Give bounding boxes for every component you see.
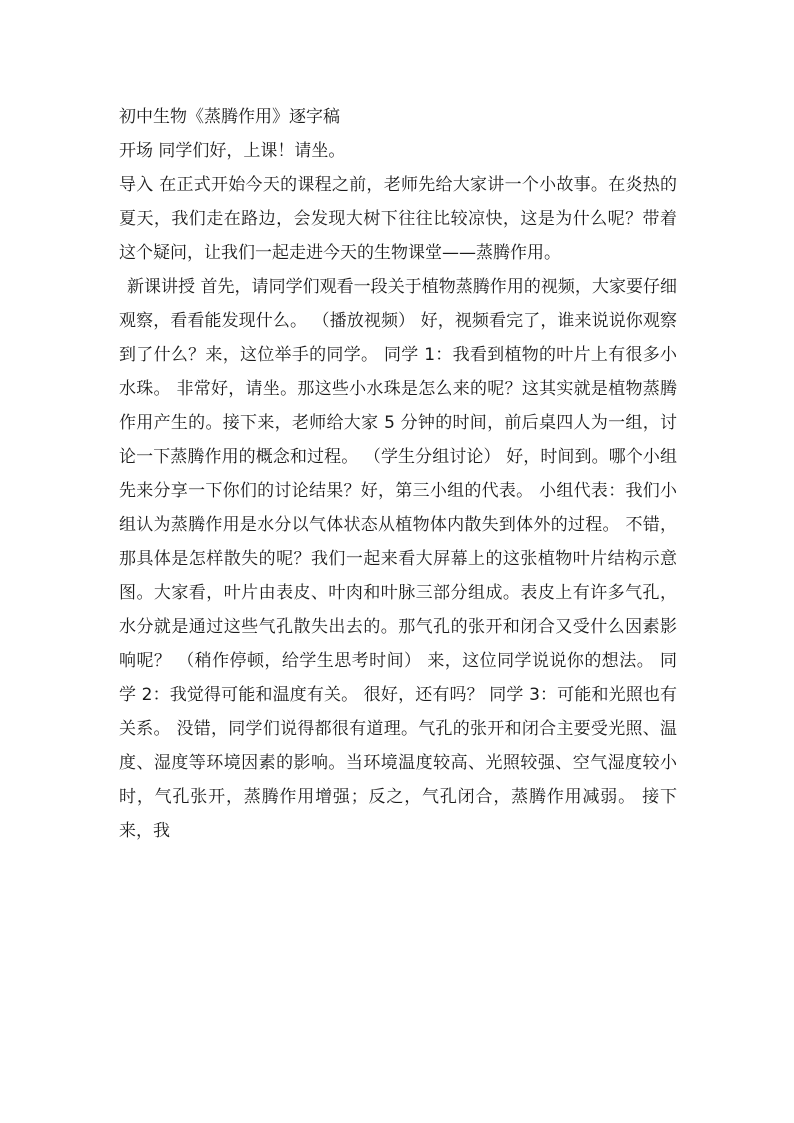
document-title: 初中生物《蒸腾作用》逐字稿 [119, 107, 340, 127]
paragraph-new-lesson: 新课讲授 首先，请同学们观看一段关于植物蒸腾作用的视频，大家要仔细观察，看看能发现什么。 （播放视频） 好，视频看完了，谁来说说你观察到了什么？来，这位举手的同学。 同学 1：我看到植物的叶片上有很多小水珠。 非常好，请坐。那这些小水珠是怎么来的呢？这其实就是植物蒸腾作用产生的。接下来，老师给大家 5 分钟的时间，前后桌四人为一组，讨论一下蒸腾作用的概念和过程。 （学生分组讨论） 好，时间到。哪个小组先来分享一下你们的讨论结果？好，第三小组的代表。 小组代表：我们小组认为蒸腾作用是水分以气体状态从植物体内散失到体外的过程。 不错，那具体是怎样散失的呢？我们一起来看大屏幕上的这张植物叶片结构示意图。大家看，叶片由表皮、叶肉和叶脉三部分组成。表皮上有许多气孔，水分就是通过这些气孔散失出去的。那气孔的张开和闭合又受什么因素影响呢？ （稍作停顿，给学生思考时间） 来，这位同学说说你的想法。 同学 2：我觉得可能和温度有关。 很好，还有吗？ 同学 3：可能和光照也有关系。 没错，同学们说得都很有道理。气孔的张开和闭合主要受光照、温度、湿度等环境因素的影响。当环境温度较高、光照较强、空气湿度较小时，气孔张开，蒸腾作用增强；反之，气孔闭合，蒸腾作用减弱。 接下来，我 [119, 277, 677, 841]
paragraph-introduction: 导入 在正式开始今天的课程之前，老师先给大家讲一个小故事。在炎热的夏天，我们走在路边，会发现大树下往往比较凉快，这是为什么呢？带着这个疑问，让我们一起走进今天的生物课堂——蒸腾作用。 [119, 175, 677, 263]
paragraph-opening: 开场 同学们好，上课！请坐。 [119, 141, 346, 161]
document-body [119, 100, 677, 848]
